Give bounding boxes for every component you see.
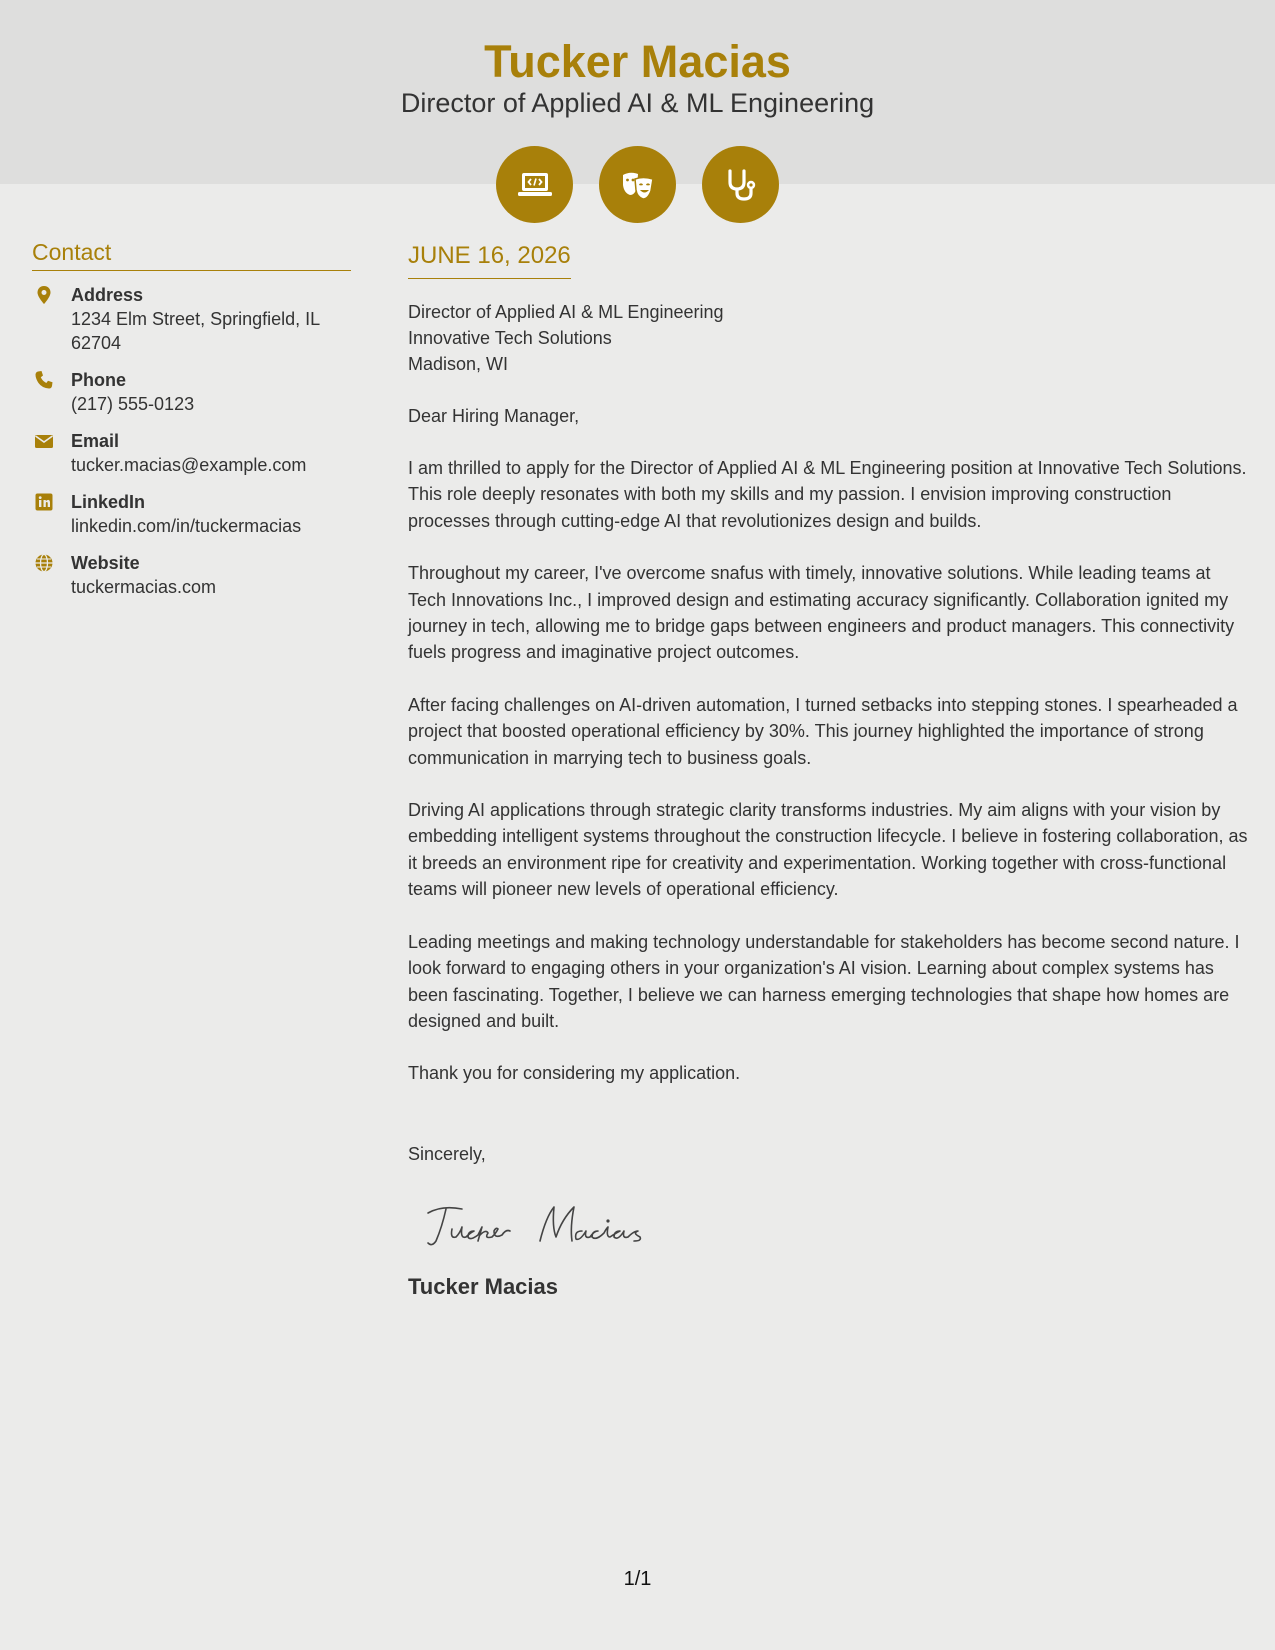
paragraph: Leading meetings and making technology understandable for stakeholders has become second nature. I look forward to engaging others in your organization's AI vision. Learning about complex systems has been fascinating. Together, I believe we can harness emerging technologies that shape how homes are designed and built. xyxy=(408,931,1240,1031)
contact-label: Address xyxy=(71,285,144,305)
contact-label: LinkedIn xyxy=(71,492,146,512)
envelope-icon xyxy=(34,431,54,451)
globe-icon xyxy=(34,553,54,573)
paragraph: I am thrilled to apply for the Director of Applied AI & ML Engineering position at Innovative Tech Solutions. This role deeply resonates with both my skills and my passion. I envision improving construction processes through cutting-edge AI that revolutionizes design and builds. xyxy=(408,458,1247,531)
contact-label: Phone xyxy=(71,370,127,390)
candidate-name: Tucker Macias xyxy=(484,36,791,87)
candidate-headline: Director of Applied AI & ML Engineering xyxy=(400,88,875,118)
laptop-code-icon xyxy=(515,165,555,205)
contact-phone xyxy=(32,368,351,416)
contact-linkedin xyxy=(32,490,351,538)
interest-badges xyxy=(496,146,779,223)
theater-masks-icon xyxy=(618,165,658,205)
page-number: 1/1 xyxy=(623,1568,652,1590)
contact-address xyxy=(32,283,351,355)
contact-value: linkedin.com/in/tuckermacias xyxy=(71,516,302,536)
recipient-location: Madison, WI xyxy=(408,354,509,374)
map-pin-icon xyxy=(34,285,54,305)
recipient-title: Director of Applied AI & ML Engineering xyxy=(408,302,724,322)
signer-name: Tucker Macias xyxy=(408,1273,559,1299)
closing: Sincerely, xyxy=(408,1143,486,1164)
recipient-block xyxy=(408,299,1250,377)
phone-icon xyxy=(34,370,54,390)
contact-website xyxy=(32,551,351,599)
contact-value: 1234 Elm Street, Springfield, IL 62704 xyxy=(71,309,320,353)
linkedin-icon xyxy=(34,492,54,512)
stethoscope-icon xyxy=(721,165,761,205)
paragraph: Thank you for considering my application. xyxy=(408,1063,741,1084)
paragraph: Driving AI applications through strategic clarity transforms industries. My aim aligns with your vision by embedding intelligent systems throughout the construction lifecycle. I believe in fostering collaboration, as it breeds an environment ripe for creativity and experimentation. Working together with cross-functional teams will pioneer new levels of operational efficiency. xyxy=(408,800,1248,900)
contact-heading: Contact xyxy=(32,236,351,271)
handwritten-signature xyxy=(422,1197,682,1257)
letter-body xyxy=(408,240,1250,1302)
contact-email xyxy=(32,429,351,477)
salutation: Dear Hiring Manager, xyxy=(408,406,580,426)
contact-label: Website xyxy=(71,553,140,573)
contact-value: (217) 555-0123 xyxy=(71,394,195,414)
contact-sidebar xyxy=(32,236,351,612)
paragraph: Throughout my career, I've overcome snafus with timely, innovative solutions. While leading teams at Tech Innovations Inc., I improved design and estimating accuracy significantly. Collaboration ignited my journey in tech, allowing me to bridge gaps between engineers and product managers. This connectivity fuels progress and imaginative project outcomes. xyxy=(408,563,1235,663)
contact-value: tucker.macias@example.com xyxy=(71,455,307,475)
recipient-company: Innovative Tech Solutions xyxy=(408,328,612,348)
badge-masks xyxy=(599,146,676,223)
contact-value: tuckermacias.com xyxy=(71,577,217,597)
contact-label: Email xyxy=(71,431,120,451)
badge-stethoscope xyxy=(702,146,779,223)
letter-date: JUNE 16, 2026 xyxy=(408,240,571,279)
paragraph: After facing challenges on AI-driven automation, I turned setbacks into stepping stones. I spearheaded a project that boosted operational efficiency by 30%. This journey highlighted the importance of strong communication in marrying tech to business goals. xyxy=(408,694,1238,768)
badge-laptop xyxy=(496,146,573,223)
